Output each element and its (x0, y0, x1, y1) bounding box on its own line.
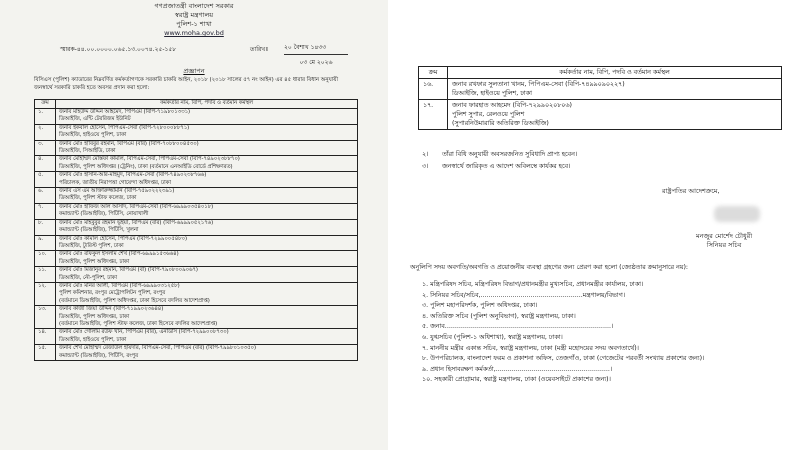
officer-details-cell (56, 188, 358, 204)
serial-cell: ১১. (35, 267, 56, 283)
table-row (419, 79, 782, 100)
officer-detail-line: পরিচালক, জাতীয় নিরাপত্তা গোয়েন্দা অধিদপ্তর, ঢাকা (59, 179, 171, 186)
serial-cell: ১০. (35, 251, 56, 267)
table-row (35, 251, 358, 267)
officer-details-cell (56, 219, 358, 235)
table-row (35, 156, 358, 172)
officer-detail-line: ডিআইজি, হাইওয়ে পুলিশ, ঢাকা (59, 132, 127, 139)
officer-details-cell (56, 235, 358, 251)
table-row (35, 188, 358, 204)
paragraph-2 (422, 150, 577, 159)
officers-table-left (34, 99, 358, 361)
officer-detail-line: জনাব মোঃ হাবিবুর রহমান, বিপিএম (বার) (বিপি-৭০৮৮০০৪৫৩০) (59, 140, 199, 147)
officer-details-cell (448, 100, 782, 130)
officer-detail-line: জনাব মোঃ হাফিজ আল আসাদ, বিপিএম-সেবা (বিপি-৬৯৯৯০৩৫৪০১৮) (59, 203, 214, 210)
officer-detail-line: জনাব শেখ মোহাম্মদ রেজাউল হায়দার, বিপিএম-সেবা, পিপিএম (বার) (বিপি-৭৯৯৮০১০৩৫০) (59, 345, 257, 352)
officer-detail-line: জনাব এস এম আক্তারুজ্জামান (বিপি-৭৫৯০২২২৩৯১) (59, 188, 175, 195)
date-bangla: ২০ বৈশাখ ১৪৩৩ (284, 42, 348, 55)
officer-details-cell (56, 140, 358, 156)
officer-detail-line: কমান্ড্যান্ট (ডিআইজি), পিটিসি, রংপুর (59, 352, 139, 359)
paragraph-number: ৩। (422, 163, 429, 170)
officer-detail-line: ডিআইজি, পুলিশ অধিদপ্তর (ট্রেনিং), ঢাকা (বর্তমানে এনআইডি বোর্ডে প্রশিক্ষণরত) (59, 163, 233, 170)
serial-cell: ৪. (35, 156, 56, 172)
officers-table-body (419, 79, 782, 130)
table-row (35, 329, 358, 345)
officer-details-cell (56, 282, 358, 305)
officer-details-cell (56, 203, 358, 219)
officer-details-cell (56, 267, 358, 283)
serial-cell: ৫. (35, 172, 56, 188)
serial-cell: ৮. (35, 219, 56, 235)
intro-paragraph: বিসিএস (পুলিশ) ক্যাডারের নিম্নবর্ণিত কর্মকর্তাগণকে সরকারি চাকরি আইন, ২০১৮ (২০১৮ সালের ৫৭ নং আইন) এর ৪৫ ধারার বিধান অনুযায়ী জনস্বার্থে সরকারি চাকরি হতে অবসর প্রদান করা হলো: (34, 77, 338, 91)
officer-details-cell (56, 172, 358, 188)
left-document-page (0, 0, 388, 450)
date-label: তারিখঃ (250, 46, 269, 53)
col-serial-header: ক্রম (35, 100, 56, 109)
date-english: ০৩ মে ২০২৬ (299, 59, 333, 66)
officer-detail-line: জনাব রখফার সুলতানা খানম, পিপিএম-সেবা (বিপি-৭৪৯৯০৯০২২৭) (452, 81, 625, 88)
serial-cell: ৯. (35, 235, 56, 251)
officer-detail-line: জনাব মোঃ গোলাম রউফ খান, পিপিএম (বার), এনডিসি (বিপি-৭২৯৯০০৮৭৩০) (59, 329, 229, 336)
officer-detail-line: কমান্ড্যান্ট (ডিআইজি), পিটিসি, নোয়াখালী (59, 211, 149, 218)
signatory-block (696, 232, 752, 250)
serial-cell: ১২. (35, 282, 56, 305)
serial-cell: ৭. (35, 203, 56, 219)
copy-to-item: ৭. মাননীয় মন্ত্রীর একান্ত সচিব, স্বরাষ্ট্র মন্ত্রণালয়, ঢাকা (মন্ত্রী মহোদয়ের সদয় অবগতার্থে)। (422, 344, 639, 352)
officer-detail-line: পুলিশ কমিশনার, রংপুর মেট্রোপলিটন পুলিশ, রংপুর (59, 290, 166, 297)
officer-details-cell (56, 329, 358, 345)
col-details-header: কর্মকর্তার নাম, বিপি, পদবি ও বর্তমান কর্মস্থল (448, 67, 782, 79)
paragraph-number: ২। (422, 151, 429, 158)
table-row (35, 267, 358, 283)
officer-detail-line: ডিআইজি, ট্যুরিস্ট পুলিশ, ঢাকা (59, 242, 124, 249)
copy-to-item: ৮. উপপরিচালক, বাংলাদেশ ফরম ও প্রকাশনা অফিস, তেজগাঁও, ঢাকা (গেজেটের পরবর্তী সংখ্যায় প্রকাশের জন্য)। (422, 355, 705, 363)
serial-cell: ১৭. (419, 100, 448, 130)
officer-detail-line: জনাব মোঃ রফিকুল ইসলাম শেখ (বিপি-৬৯৯৯১৫৩৬৬৪) (59, 251, 179, 258)
officer-detail-line: জনাব মোঃ মাহবুবুর রহমান ভূঁইয়া, বিপিএম (বার) (বিপি-৬৯৯৯০৫২১৭৬) (59, 219, 214, 226)
copy-to-item: ৫. জনাব...................................................................................। (422, 323, 614, 331)
ministry-name: স্বরাষ্ট্র মন্ত্রণালয় (174, 11, 214, 19)
date-block (284, 42, 348, 68)
officer-detail-line: জনাব মোঃ মিজানুর রহমান, বিপিএম (বা) (বিপি-৭৯০৮০০৯০৬৭) (59, 267, 198, 274)
paragraph-text: জনস্বার্থে জারিকৃত এ আদেশ অবিলম্বে কার্যকর হবে। (442, 163, 571, 170)
table-row (35, 203, 358, 219)
officer-detail-line: জনাব মোঃ হাসান-আর-মাহমুদ, বিপিএম-সেবা (বিপি-৭৪৯০২৩৮৭৬৬) (59, 172, 207, 179)
table-row (35, 235, 358, 251)
officer-detail-line: জনাব মোহাম্মদ মোস্তফা কামাল, বিপিএম-সেবা, পিপিএম-সেবা (বিপি-৭৪৯০২৩৮৮৭০) (59, 156, 240, 163)
officer-detail-line: জনাব ইকবাল হোসেন, পিপিএম-সেবা (বিপি-৭২৮০০০৮৮৭১) (59, 124, 190, 131)
officer-detail-line: (বর্তমানে ডিআইজি, পুলিশ অধিদপ্তর, ঢাকা হিসেবে বদলির আদেশপ্রাপ্ত) (59, 297, 210, 304)
officer-detail-line: ডিআইজি, সিআইডি, ঢাকা (59, 148, 116, 155)
officer-detail-line: (সুপারনিউমারারি অতিরিক্ত ডিআইজি) (452, 120, 549, 127)
officer-details-cell (56, 124, 358, 140)
table-row (35, 219, 358, 235)
paragraph-3 (422, 162, 570, 171)
serial-cell: ১৫. (35, 345, 56, 361)
memo-number: স্মারক-৪৪.০০.০০০০.০৬৫.১৩.০০৭৪.২৫-১৫৮ (60, 46, 177, 53)
officer-detail-line: জনাব ফারহাত আহমেদ (বিপি-৭২৯৯০২০৮০৬) (452, 102, 572, 109)
table-row (35, 140, 358, 156)
govt-name: গণপ্রজাতন্ত্রী বাংলাদেশ সরকার (154, 2, 234, 10)
table-row (419, 100, 782, 130)
serial-cell: ১৬. (419, 79, 448, 100)
notice-title: প্রজ্ঞাপন (183, 67, 205, 75)
serial-cell: ১. (35, 109, 56, 125)
signatory-title: সিনিয়র সচিব (706, 241, 742, 249)
serial-cell: ২. (35, 124, 56, 140)
officer-details-cell (56, 306, 358, 329)
order-by-line: রাষ্ট্রপতির আদেশক্রমে, (662, 187, 720, 195)
paragraph-text: তাঁরা বিধি অনুযায়ী অবসরজনিত সুবিধাদি প্রাপ্য হবেন। (442, 151, 578, 158)
officer-detail-line: ডিআইজি, হাইওয়ে পুলিশ, ঢাকা (59, 336, 127, 343)
serial-cell: ১৪. (35, 329, 56, 345)
officer-detail-line: ডিআইজি, পুলিশ অধিদপ্তর, ঢাকা (59, 313, 130, 320)
col-serial-header: ক্রম (419, 67, 448, 79)
table-row (35, 172, 358, 188)
officer-details-cell (448, 79, 782, 100)
signature-image (714, 206, 760, 222)
officers-table-right (418, 66, 782, 130)
website-link[interactable]: www.moha.gov.bd (164, 29, 224, 37)
section-name: পুলিশ-১ শাখা (176, 20, 212, 28)
officers-table-body (35, 109, 358, 361)
officer-details-cell (56, 251, 358, 267)
copy-to-item: ৬. যুগ্মসচিব (পুলিশ-১ অধিশাখা), স্বরাষ্ট্র মন্ত্রণালয়, ঢাকা। (422, 333, 563, 341)
officer-detail-line: ডিআইজি, এন্টি টেররিজম ইউনিট (59, 116, 131, 123)
letterhead (0, 2, 388, 38)
copy-to-list (422, 280, 792, 386)
serial-cell: ৩. (35, 140, 56, 156)
officer-details-cell (56, 345, 358, 361)
officer-detail-line: ডিআইজি, হাইওয়ে পুলিশ, ঢাকা (452, 90, 532, 97)
serial-cell: ১৩. (35, 306, 56, 329)
officer-detail-line: জনাব কাজী জিয়া উদ্দিন (বিপি-৭১৯৯০২৩৬৪৪) (59, 306, 164, 313)
copy-to-item: ২. সিনিয়র সচিব/সচিব,...................................................মন্ত্রণালয়/বিভাগ। (422, 291, 625, 299)
copy-to-item: ৯. প্রধান হিসাবরক্ষণ কর্মকর্তা,.........................................................। (422, 365, 613, 373)
officer-detail-line: জনাব মহিউদ্দ উদ্দিন আহমেদ, পিপিএম (বিপি-৭১৯৮০১৩৩১) (59, 109, 191, 115)
copy-to-item: ১০. সহকারী প্রোগ্রামার, স্বরাষ্ট্র মন্ত্রণালয়, ঢাকা (ওয়েবসাইটে প্রকাশের জন্য)। (422, 376, 611, 384)
officer-details-cell (56, 156, 358, 172)
officer-detail-line: জনাব মোঃ কামাল হোসেন, পিপিএম (বিপি-৭২৯৯০০৫৪৮০) (59, 235, 188, 242)
officer-detail-line: পুলিশ সুপার, রেলওয়ে পুলিশ (452, 111, 525, 118)
table-row (35, 109, 358, 125)
table-row (35, 306, 358, 329)
officer-detail-line: জনাব মোঃ মনির আলী, বিপিএম (বিপি-৬৯৯৯০৩১২৫৮) (59, 282, 180, 289)
table-row (35, 124, 358, 140)
officer-detail-line: (বর্তমানে ডিআইজি, পুলিশ স্টাফ কলেজ, ঢাকা হিসেবে বদলির আদেশপ্রাপ্ত) (59, 320, 218, 327)
col-details-header: কর্মকর্তার নাম, বিপি, পদবি ও বর্তমান কর্মস্থল (56, 100, 358, 109)
officer-detail-line: কমান্ড্যান্ট (ডিআইজি), পিটিসি, খুলনা (59, 227, 139, 234)
table-row (35, 345, 358, 361)
officer-detail-line: ডিআইজি, পুলিশ অধিদপ্তর, ঢাকা (59, 258, 130, 265)
table-row (35, 282, 358, 305)
copy-to-heading: অনুলিপি সদয় অবগতি/অবগতি ও প্রয়োজনীয় ব্যবস্থা গ্রহণের জন্য প্রেরণ করা হলো (জ্যেষ্ঠতার ক্রমানুসারে নয়): (410, 264, 689, 271)
officer-detail-line: ডিআইজি, নৌ-পুলিশ, ঢাকা (59, 274, 118, 281)
copy-to-item: ৪. অতিরিক্ত সচিব (পুলিশ অনুবিভাগ), স্বরাষ্ট্র মন্ত্রণালয়, ঢাকা। (422, 312, 576, 320)
officer-detail-line: ডিআইজি, পুলিশ স্টাফ কলেজ, ঢাকা (59, 195, 137, 202)
copy-to-item: ৩. পুলিশ মহাপরিদর্শক, পুলিশ অধিদপ্তর, ঢাকা। (422, 302, 538, 310)
right-document-page (396, 0, 800, 450)
officer-details-cell (56, 109, 358, 125)
copy-to-item: ১. মন্ত্রিপরিষদ সচিব, মন্ত্রিপরিষদ বিভাগ/প্রধানমন্ত্রীর মুখ্যসচিব, প্রধানমন্ত্রীর কার্যালয়, ঢাকা। (422, 281, 644, 288)
serial-cell: ৬. (35, 188, 56, 204)
signatory-name: মনজুর মোর্শেদ চৌধুরী (696, 232, 753, 240)
